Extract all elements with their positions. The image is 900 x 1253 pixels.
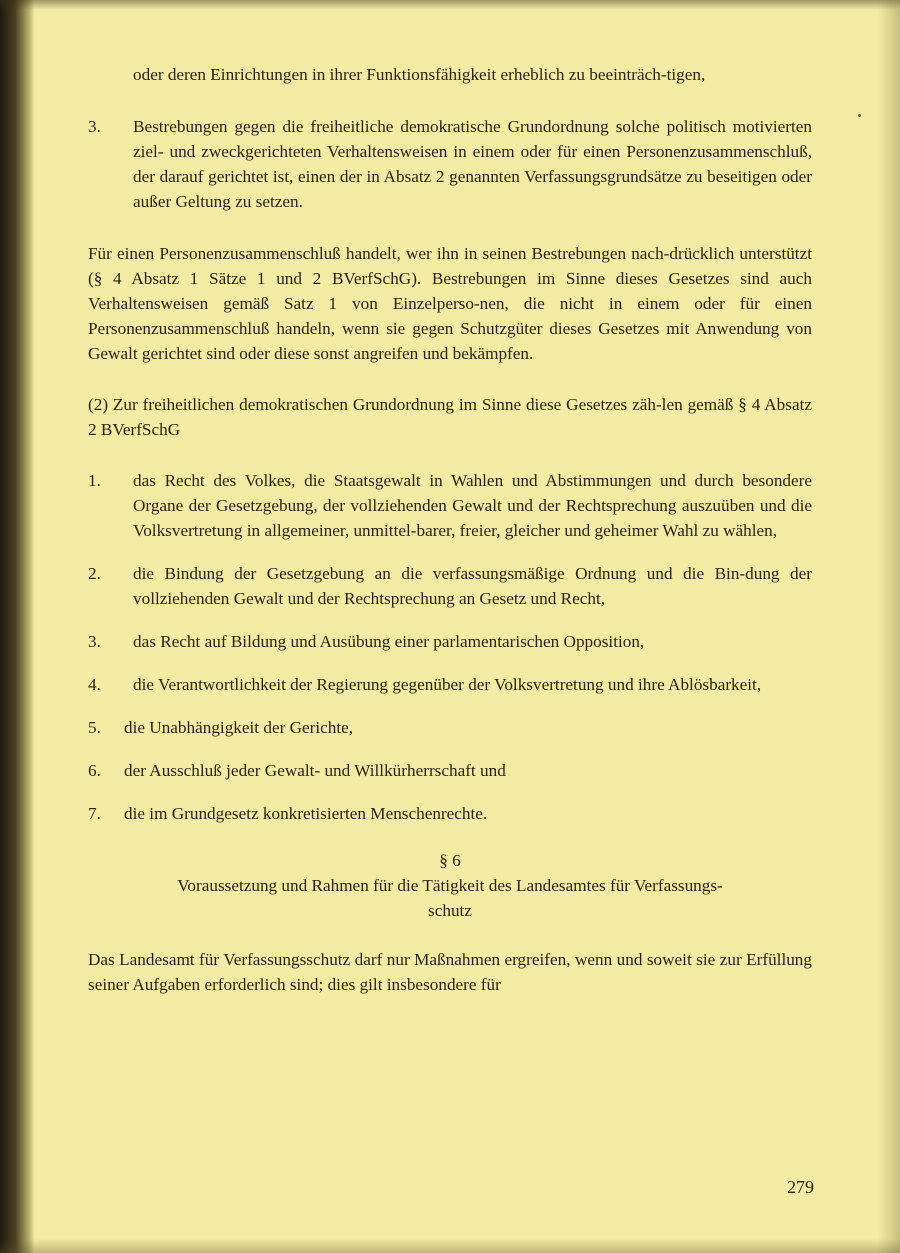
list-item	[88, 672, 812, 697]
page-number: 279	[787, 1177, 814, 1197]
section-number: § 6	[439, 851, 461, 870]
list-item	[88, 468, 812, 543]
paragraph-grundordnung: (2) Zur freiheitlichen demokratischen Grundordnung im Sinne diese Gesetzes zäh-len gemäß § 4 Absatz 2 BVerfSchG	[88, 395, 812, 439]
list-item-text: die Bindung der Gesetzgebung an die verfassungsmäßige Ordnung und die Bin-dung der vollziehenden Gewalt und der Rechtsprechung an Gesetz und Recht,	[133, 564, 812, 608]
paragraph-voraussetzung: Das Landesamt für Verfassungsschutz darf nur Maßnahmen ergreifen, wenn und soweit sie zur Erfüllung seiner Aufgaben erforderlich sind; dies gilt insbesondere für	[88, 950, 812, 994]
list-item	[88, 801, 812, 826]
page-bottom-edge	[0, 1239, 900, 1253]
page-body	[88, 62, 812, 1023]
book-spine-shadow	[0, 0, 34, 1253]
paragraph-personenzusammenschluss: Für einen Personenzusammenschluß handelt, wer ihn in seinen Bestrebungen nach-drücklich unterstützt (§ 4 Absatz 1 Sätze 1 und 2 BVerfSchG). Bestrebungen im Sinne dieses Gesetzes sind auch Verhaltensweisen gemäß Satz 1 von Einzelperso-nen, die nicht in einem oder für einen Personenzusammenschluß handeln, wenn sie gegen Schutzgüter dieses Gesetzes mit Anwendung von Gewalt gerichtet sind oder diese sonst angreifen und bekämpfen.	[88, 244, 812, 363]
list-item-text: die Unabhängigkeit der Gerichte,	[124, 718, 354, 737]
list-item-definition-3	[88, 114, 812, 214]
list-item-number: 6.	[88, 761, 101, 780]
continuation-text: oder deren Einrichtungen in ihrer Funktionsfähigkeit erheblich zu beeinträch-tigen,	[133, 65, 706, 84]
list-item-number: 3.	[88, 117, 101, 136]
list-item-number: 3.	[88, 632, 101, 651]
list-item-number: 2.	[88, 564, 101, 583]
list-item-text: das Recht auf Bildung und Ausübung einer parlamentarischen Opposition,	[133, 632, 645, 651]
list-item-text: die im Grundgesetz konkretisierten Menschenrechte.	[124, 804, 488, 823]
page-top-shadow	[0, 0, 900, 10]
list-item	[88, 758, 812, 783]
section-heading	[88, 848, 812, 923]
section-title-line: Voraussetzung und Rahmen für die Tätigkeit des Landesamtes für Verfassungs-	[177, 876, 723, 895]
list-item-number: 1.	[88, 471, 101, 490]
list-item	[88, 561, 812, 611]
paper-speck	[858, 114, 861, 117]
list-item-number: 5.	[88, 718, 101, 737]
list-item	[88, 629, 812, 654]
list-item-text: die Verantwortlichkeit der Regierung gegenüber der Volksvertretung und ihre Ablösbarkeit,	[133, 675, 762, 694]
page-right-shadow	[878, 0, 900, 1253]
list-item-text: der Ausschluß jeder Gewalt- und Willkürherrschaft und	[124, 761, 506, 780]
section-title-line: schutz	[428, 901, 472, 920]
list-item-text: Bestrebungen gegen die freiheitliche demokratische Grundordnung solche politisch motivierten ziel- und zweckgerichteten Verhaltensweisen in einem oder für einen Personenzusammenschluß, der darauf gerichtet ist, einen der in Absatz 2 genannten Verfassungsgrundsätze zu beseitigen oder außer Geltung zu setzen.	[133, 117, 812, 211]
list-item-number: 4.	[88, 675, 101, 694]
list-item-text: das Recht des Volkes, die Staatsgewalt in Wahlen und Abstimmungen und durch besondere Organe der Gesetzgebung, der vollziehenden Gewalt und der Rechtsprechung auszuüben und die Volksvertretung in allgemeiner, unmittel-barer, freier, gleicher und geheimer Wahl zu wählen,	[133, 471, 812, 540]
list-item-number: 7.	[88, 804, 101, 823]
list-item	[88, 715, 812, 740]
